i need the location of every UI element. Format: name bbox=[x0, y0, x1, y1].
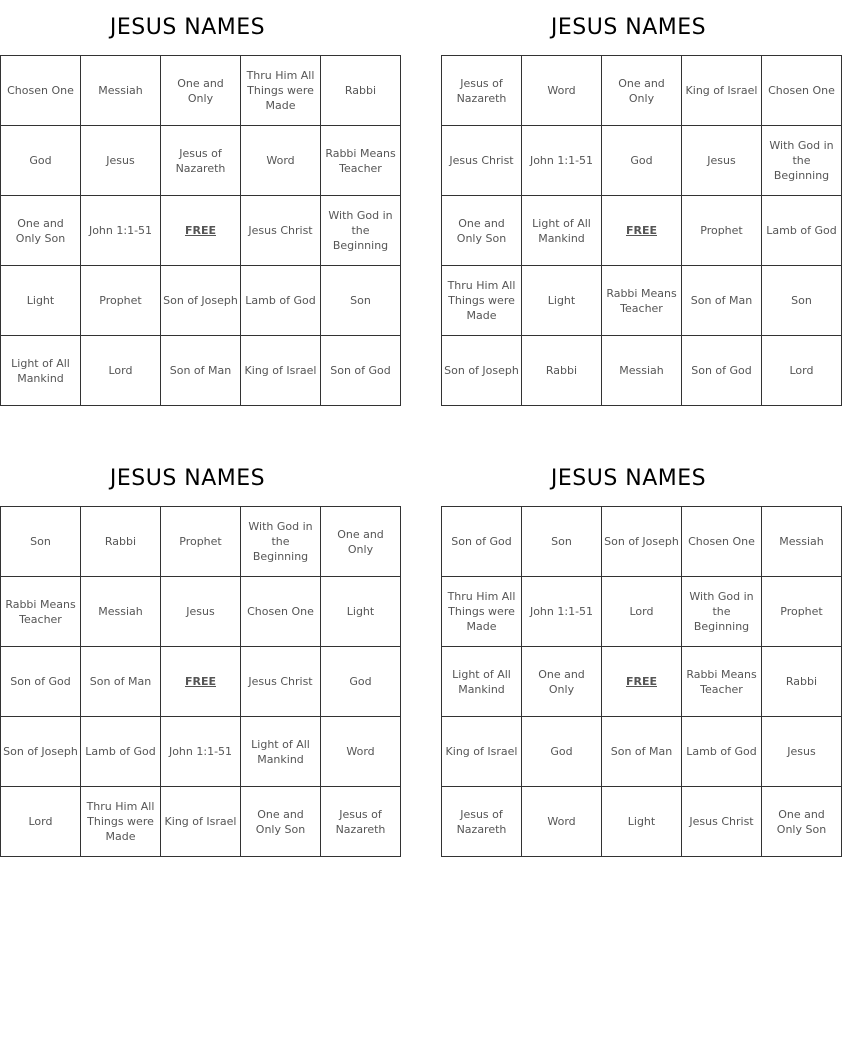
grid-cell: Jesus Christ bbox=[241, 647, 321, 717]
grid-cell: Rabbi bbox=[81, 507, 161, 577]
grid-cell: Prophet bbox=[161, 507, 241, 577]
grid-row bbox=[442, 647, 842, 717]
card-title: JESUS NAMES bbox=[550, 15, 707, 40]
grid-row bbox=[442, 56, 842, 126]
grid-cell: Son of God bbox=[1, 647, 81, 717]
grid-cell: Messiah bbox=[81, 577, 161, 647]
grid-row bbox=[1, 577, 401, 647]
grid-cell: Thru Him All Things were Made bbox=[442, 577, 522, 647]
grid-cell: Messiah bbox=[602, 336, 682, 406]
grid-cell: Messiah bbox=[762, 507, 842, 577]
grid-cell: Light bbox=[522, 266, 602, 336]
grid-cell: Rabbi Means Teacher bbox=[1, 577, 81, 647]
grid-row bbox=[442, 577, 842, 647]
grid-cell: Lamb of God bbox=[81, 717, 161, 787]
grid-row bbox=[1, 717, 401, 787]
grid-cell: Word bbox=[241, 126, 321, 196]
grid-cell: Prophet bbox=[81, 266, 161, 336]
grid-cell: Rabbi Means Teacher bbox=[321, 126, 401, 196]
grid-cell: Thru Him All Things were Made bbox=[81, 787, 161, 857]
grid-cell: Jesus Christ bbox=[442, 126, 522, 196]
grid-cell: God bbox=[522, 717, 602, 787]
grid-cell: Word bbox=[522, 787, 602, 857]
grid-cell: Light of All Mankind bbox=[522, 196, 602, 266]
grid-cell: Chosen One bbox=[241, 577, 321, 647]
card-title: JESUS NAMES bbox=[109, 466, 266, 491]
grid-cell: Light bbox=[321, 577, 401, 647]
grid-cell: Jesus of Nazareth bbox=[442, 787, 522, 857]
grid-cell: Rabbi bbox=[321, 56, 401, 126]
grid-cell: Son of Man bbox=[682, 266, 762, 336]
grid-cell: Light of All Mankind bbox=[241, 717, 321, 787]
grid-cell: Light of All Mankind bbox=[1, 336, 81, 406]
grid-cell: Chosen One bbox=[682, 507, 762, 577]
grid-row bbox=[1, 336, 401, 406]
grid-cell: Son bbox=[762, 266, 842, 336]
grid-cell: One and Only bbox=[602, 56, 682, 126]
grid-cell: One and Only bbox=[321, 507, 401, 577]
grid-cell: God bbox=[1, 126, 81, 196]
grid-cell: Son of Joseph bbox=[442, 336, 522, 406]
free-space-cell: FREE bbox=[161, 647, 241, 717]
grid-cell: One and Only Son bbox=[241, 787, 321, 857]
bingo-card-3 bbox=[0, 451, 386, 857]
grid-cell: John 1:1-51 bbox=[161, 717, 241, 787]
free-space-cell: FREE bbox=[602, 647, 682, 717]
grid-cell: With God in the Beginning bbox=[241, 507, 321, 577]
grid-cell: With God in the Beginning bbox=[762, 126, 842, 196]
bingo-grid bbox=[0, 506, 401, 857]
grid-cell: King of Israel bbox=[241, 336, 321, 406]
bingo-grid bbox=[0, 55, 401, 406]
grid-cell: Son of Man bbox=[81, 647, 161, 717]
grid-cell: Prophet bbox=[762, 577, 842, 647]
grid-cell: Son of God bbox=[321, 336, 401, 406]
grid-cell: Prophet bbox=[682, 196, 762, 266]
grid-cell: Word bbox=[522, 56, 602, 126]
grid-cell: Jesus Christ bbox=[682, 787, 762, 857]
grid-cell: God bbox=[602, 126, 682, 196]
grid-row bbox=[442, 717, 842, 787]
grid-cell: Lamb of God bbox=[241, 266, 321, 336]
grid-cell: Son of Joseph bbox=[602, 507, 682, 577]
grid-cell: One and Only Son bbox=[1, 196, 81, 266]
grid-cell: Jesus bbox=[762, 717, 842, 787]
grid-row bbox=[442, 336, 842, 406]
grid-cell: Word bbox=[321, 717, 401, 787]
grid-row bbox=[1, 196, 401, 266]
grid-row bbox=[1, 787, 401, 857]
grid-cell: Son bbox=[522, 507, 602, 577]
grid-cell: Jesus Christ bbox=[241, 196, 321, 266]
grid-cell: God bbox=[321, 647, 401, 717]
grid-cell: Light of All Mankind bbox=[442, 647, 522, 717]
grid-cell: Chosen One bbox=[762, 56, 842, 126]
grid-cell: King of Israel bbox=[682, 56, 762, 126]
grid-cell: Jesus of Nazareth bbox=[161, 126, 241, 196]
grid-cell: Son of Joseph bbox=[1, 717, 81, 787]
grid-cell: Son of Man bbox=[161, 336, 241, 406]
grid-cell: Son of Man bbox=[602, 717, 682, 787]
grid-cell: Son of Joseph bbox=[161, 266, 241, 336]
card-title: JESUS NAMES bbox=[550, 466, 707, 491]
grid-row bbox=[1, 647, 401, 717]
grid-cell: Chosen One bbox=[1, 56, 81, 126]
grid-cell: Son of God bbox=[682, 336, 762, 406]
grid-cell: John 1:1-51 bbox=[81, 196, 161, 266]
grid-cell: With God in the Beginning bbox=[321, 196, 401, 266]
grid-row bbox=[442, 787, 842, 857]
grid-row bbox=[1, 126, 401, 196]
grid-cell: Light bbox=[602, 787, 682, 857]
grid-row bbox=[1, 266, 401, 336]
grid-cell: Thru Him All Things were Made bbox=[241, 56, 321, 126]
grid-row bbox=[442, 266, 842, 336]
grid-cell: Jesus bbox=[81, 126, 161, 196]
grid-cell: One and Only Son bbox=[442, 196, 522, 266]
grid-cell: One and Only bbox=[522, 647, 602, 717]
grid-row bbox=[442, 196, 842, 266]
grid-cell: Messiah bbox=[81, 56, 161, 126]
grid-cell: One and Only Son bbox=[762, 787, 842, 857]
grid-cell: Jesus of Nazareth bbox=[442, 56, 522, 126]
grid-cell: King of Israel bbox=[161, 787, 241, 857]
grid-cell: Rabbi Means Teacher bbox=[682, 647, 762, 717]
grid-cell: King of Israel bbox=[442, 717, 522, 787]
grid-cell: Son of God bbox=[442, 507, 522, 577]
grid-cell: Lord bbox=[1, 787, 81, 857]
grid-cell: Son bbox=[1, 507, 81, 577]
grid-cell: John 1:1-51 bbox=[522, 577, 602, 647]
free-space-cell: FREE bbox=[602, 196, 682, 266]
free-space-cell: FREE bbox=[161, 196, 241, 266]
grid-cell: Son bbox=[321, 266, 401, 336]
grid-cell: Rabbi bbox=[762, 647, 842, 717]
grid-row bbox=[1, 507, 401, 577]
bingo-grid bbox=[441, 506, 842, 857]
card-title: JESUS NAMES bbox=[109, 15, 266, 40]
grid-cell: With God in the Beginning bbox=[682, 577, 762, 647]
grid-cell: Jesus bbox=[682, 126, 762, 196]
grid-cell: Thru Him All Things were Made bbox=[442, 266, 522, 336]
grid-cell: Lamb of God bbox=[682, 717, 762, 787]
grid-cell: Jesus of Nazareth bbox=[321, 787, 401, 857]
grid-cell: Lord bbox=[81, 336, 161, 406]
grid-cell: Jesus bbox=[161, 577, 241, 647]
grid-cell: Rabbi bbox=[522, 336, 602, 406]
bingo-card-4 bbox=[441, 451, 827, 857]
bingo-card-1 bbox=[0, 0, 396, 406]
bingo-grid bbox=[441, 55, 842, 406]
grid-cell: John 1:1-51 bbox=[522, 126, 602, 196]
grid-row bbox=[442, 126, 842, 196]
grid-cell: One and Only bbox=[161, 56, 241, 126]
grid-row bbox=[1, 56, 401, 126]
grid-row bbox=[442, 507, 842, 577]
grid-cell: Lamb of God bbox=[762, 196, 842, 266]
grid-cell: Light bbox=[1, 266, 81, 336]
grid-cell: Rabbi Means Teacher bbox=[602, 266, 682, 336]
grid-cell: Lord bbox=[602, 577, 682, 647]
bingo-card-2 bbox=[441, 0, 837, 406]
grid-cell: Lord bbox=[762, 336, 842, 406]
